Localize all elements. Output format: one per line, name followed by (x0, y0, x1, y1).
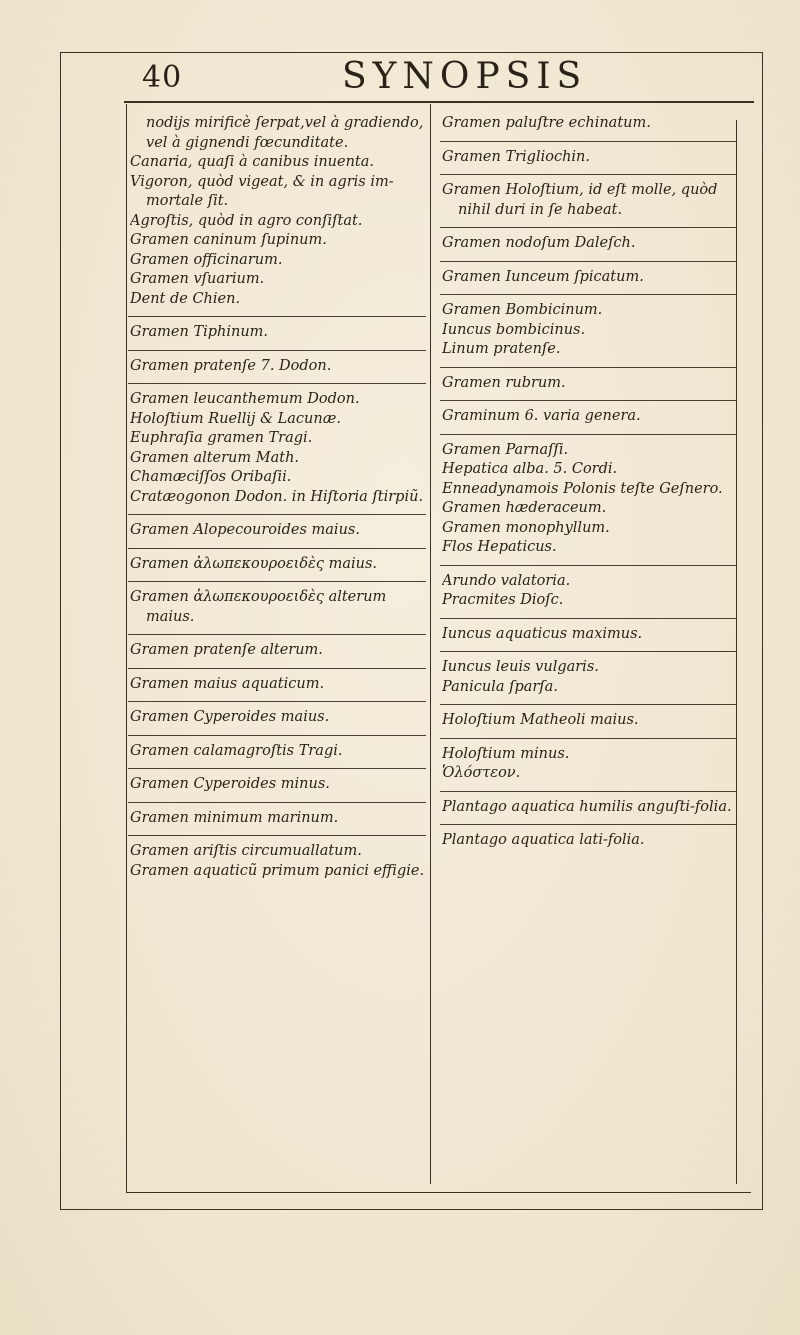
page-header (62, 56, 762, 100)
entry-line: Graminum 6. varia genera. (442, 408, 641, 424)
synonym-entry (440, 295, 736, 368)
entry-line: Cratæogonon Dodon. in Hiſtoria ſtirpiũ. (130, 488, 424, 505)
entry-line: Plantago aquatica humilis anguſti-folia. (442, 798, 732, 815)
entry-line: Pracmites Dioſc. (442, 592, 564, 608)
entry-line: Gramen Cyperoides minus. (130, 776, 330, 792)
entry-line: Gramen vſuarium. (130, 271, 265, 287)
entry-line: Gramen paluſtre echinatum. (442, 115, 651, 131)
synonym-entry (440, 108, 736, 142)
entry-line: Gramen Tiphinum. (130, 324, 269, 340)
synonym-entry (440, 175, 736, 228)
entry-line: nodijs mirificè ſerpat,vel à gradiendo, (146, 115, 424, 131)
entry-line: Gramen leucanthemum Dodon. (130, 391, 360, 407)
entry-line: Gramen ἀλωπεκουροειδὲς alterum (130, 589, 387, 605)
entry-line: Gramen pratenſe alterum. (130, 642, 323, 658)
entry-line: Gramen pratenſe 7. Dodon. (130, 357, 332, 374)
entry-line: Linum pratenſe. (442, 341, 561, 357)
synonym-entry (440, 401, 736, 435)
synonym-entry (440, 435, 736, 566)
entry-line: Gramen alterum Math. (130, 449, 300, 466)
entry-line: Holoſtium minus. (442, 745, 570, 762)
synonym-entry (128, 582, 426, 635)
entry-line: maius. (146, 608, 195, 625)
page-number: 40 (142, 60, 183, 95)
entry-line: Gramen ariſtis circumuallatum. (130, 843, 362, 859)
entry-line: Iuncus bombicinus. (442, 321, 586, 338)
synonym-entry (128, 836, 426, 888)
entry-line: mortale ſit. (146, 193, 229, 209)
entry-line: vel à gignendi fœcunditate. (146, 134, 349, 151)
entry-line: Holoſtium Matheoli maius. (442, 712, 639, 728)
synonym-entry (440, 619, 736, 653)
synonym-entry (440, 228, 736, 262)
entry-line: Holoſtium Ruellij & Lacunæ. (130, 410, 341, 427)
synonym-entry (440, 792, 736, 826)
entry-line: nihil duri in ſe habeat. (458, 201, 623, 218)
synonym-entry (128, 384, 426, 515)
entry-line: Dent de Chien. (130, 290, 241, 307)
entry-line: Gramen rubrum. (442, 374, 566, 391)
entry-line: Enneadynamois Polonis teſte Geſnero. (442, 480, 723, 497)
synonym-entry (128, 702, 426, 736)
synonym-entry (440, 825, 736, 858)
entry-line: Gramen Alopecouroides maius. (130, 522, 360, 538)
synonym-entry (440, 739, 736, 792)
entry-line: Euphraſia gramen Tragi. (130, 430, 313, 446)
entry-line: Gramen Parnaſſi. (442, 441, 569, 458)
synonym-entry (440, 262, 736, 296)
entry-line: Iuncus leuis vulgaris. (442, 659, 599, 675)
synonym-entry (440, 566, 736, 619)
synonym-entry (128, 736, 426, 770)
synonym-entry (128, 769, 426, 803)
entry-line: Ὁλόστεον. (442, 765, 521, 781)
header-rule (124, 101, 754, 103)
entry-line: Chamæciſſos Oribaſii. (130, 469, 292, 485)
synonym-entry (128, 635, 426, 669)
entry-line: Gramen monophyllum. (442, 519, 610, 536)
entry-line: Agroſtis, quòd in agro conſiſtat. (130, 212, 363, 229)
entry-line: Gramen minimum marinum. (130, 809, 339, 826)
entry-line: Gramen Holoſtium, id eſt molle, quòd (442, 182, 718, 198)
right-column (440, 108, 736, 858)
synonym-entry (128, 317, 426, 351)
entry-line: Gramen Cyperoides maius. (130, 709, 330, 725)
right-column-edge (736, 120, 737, 1184)
synonym-entry (128, 549, 426, 583)
entry-line: Canaria, quaſi à canibus inuenta. (130, 154, 375, 170)
entry-line: Plantago aquatica lati-folia. (442, 832, 645, 848)
entry-line: Gramen Bombicinum. (442, 302, 603, 318)
synonym-entry (128, 803, 426, 837)
entry-line: Gramen nodoſum Daleſch. (442, 235, 636, 251)
entry-line: Gramen caninum ſupinum. (130, 232, 327, 248)
synonym-entry (128, 351, 426, 385)
running-head: SYNOPSIS (342, 56, 588, 97)
entry-line: Gramen ἀλωπεκουροειδὲς maius. (130, 555, 377, 572)
left-column (128, 108, 426, 888)
entry-line: Gramen hæderaceum. (442, 500, 607, 516)
entry-line: Panicula ſparſa. (442, 678, 558, 695)
entry-line: Gramen calamagroſtis Tragi. (130, 742, 343, 759)
synonym-entry (128, 669, 426, 703)
column-divider (430, 104, 431, 1184)
synonym-entry (440, 652, 736, 705)
entry-line: Iuncus aquaticus maximus. (442, 625, 643, 642)
entry-line: Gramen aquaticũ primum panici effigie. (130, 862, 425, 879)
entry-line: Gramen maius aquaticum. (130, 675, 325, 692)
synonym-entry (128, 108, 426, 317)
entry-line: Gramen Trigliochin. (442, 148, 591, 165)
synonym-entry (440, 368, 736, 402)
synonym-entry (440, 705, 736, 739)
entry-line: Arundo valatoria. (442, 572, 571, 589)
entry-line: Hepatica alba. 5. Cordi. (442, 461, 618, 477)
entry-line: Gramen officinarum. (130, 251, 283, 268)
entry-line: Gramen Iunceum ſpicatum. (442, 268, 644, 285)
synonym-entry (128, 515, 426, 549)
synonym-entry (440, 142, 736, 176)
entry-line: Vigoron, quòd vigeat, & in agris im- (130, 173, 394, 190)
entry-line: Flos Hepaticus. (442, 539, 557, 555)
